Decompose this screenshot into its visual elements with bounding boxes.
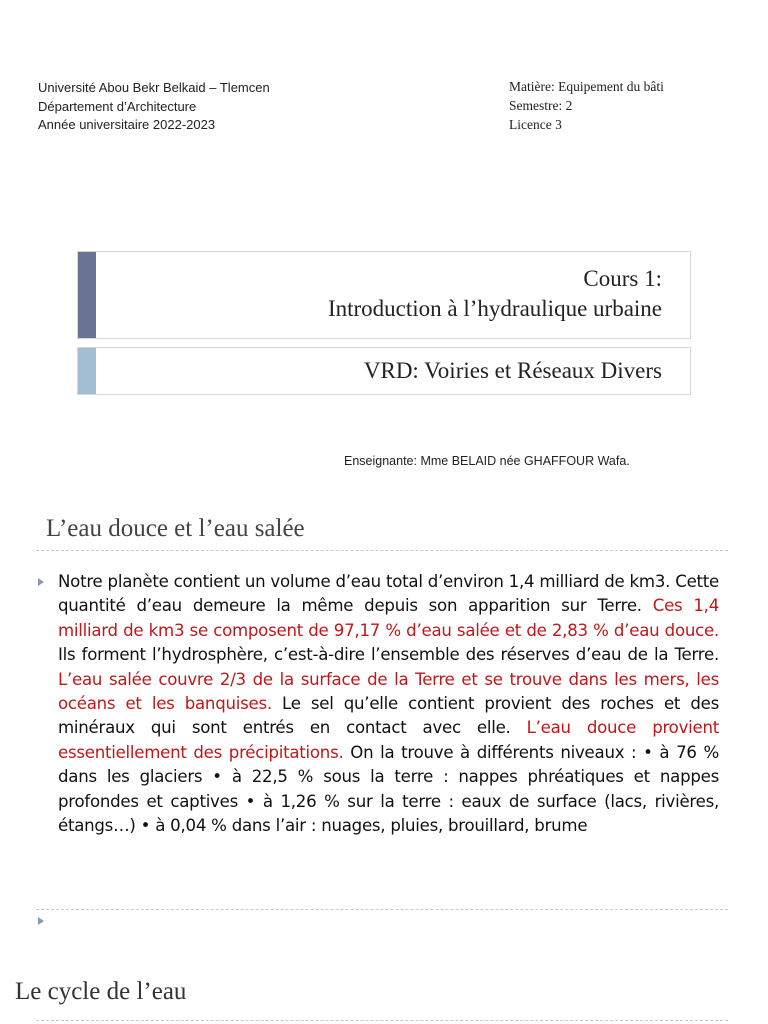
paragraph-highlight-1: Ces 1,4 milliard de km3 se composent de 97,17 % d’eau salée et de 2,83 % d’eau douce.: [58, 596, 719, 640]
triangle-bullet-icon: [38, 578, 44, 586]
course-subtitle-box: [77, 347, 691, 395]
section-title-fresh-salt-water: L’eau douce et l’eau salée: [46, 515, 305, 542]
university-info: [38, 79, 270, 135]
level-label: Licence 3: [509, 117, 562, 132]
water-paragraph: [58, 570, 719, 838]
teacher-name: Enseignante: Mme BELAID née GHAFFOUR Wafa.: [344, 454, 630, 468]
paragraph-text-4: On la trouve à différents niveaux : • à 76 % dans les glaciers • à 22,5 % sous la terre : nappes phréatiques et nappes profondes et captives • à 1,26 % sur la terre : eaux de surface (lacs, rivières, étangs…) • à 0,04 % dans l’air : nuages, pluies, brouillard, brume: [58, 742, 719, 836]
paragraph-highlight-2: L’eau salée couvre 2/3 de la surface de la Terre et se trouve dans les mers, les océans et les banquises.: [58, 669, 719, 714]
paragraph-text-2: Ils forment l’hydrosphère, c’est-à-dire l’ensemble des réserves d’eau de la Terre.: [58, 645, 719, 665]
section-divider-bottom: [36, 909, 728, 910]
paragraph-text-1: Notre planète contient un volume d’eau total d’environ 1,4 milliard de km3. Cette quantité d’eau demeure la même depuis son apparition sur Terre.: [58, 572, 719, 616]
title-accent-bar: [78, 252, 96, 338]
course-subtitle: VRD: Voiries et Réseaux Divers: [363, 358, 662, 383]
section-title-water-cycle: Le cycle de l’eau: [15, 978, 187, 1005]
course-number: Cours 1:: [583, 266, 662, 291]
course-title-box: [77, 251, 691, 339]
department-name: Département d’Architecture: [38, 98, 197, 114]
section-divider: [36, 550, 728, 551]
academic-year: Année universitaire 2022-2023: [38, 117, 216, 132]
subject-label: Matière: Equipement du bâti: [509, 79, 664, 94]
course-info: [509, 77, 664, 134]
university-name: Université Abou Bekr Belkaid – Tlemcen: [38, 80, 270, 95]
course-title: Introduction à l’hydraulique urbaine: [327, 296, 662, 321]
paragraph-highlight-3: L’eau douce provient essentiellement des précipitations.: [58, 718, 719, 762]
subtitle-accent-bar: [78, 348, 96, 394]
section-divider-2: [36, 1020, 728, 1021]
paragraph-text-3: Le sel qu’elle contient provient des roches et des minéraux qui sont entrés en contact avec elle.: [58, 694, 719, 738]
semester-label: Semestre: 2: [509, 98, 573, 113]
triangle-bullet-icon: [38, 917, 44, 925]
